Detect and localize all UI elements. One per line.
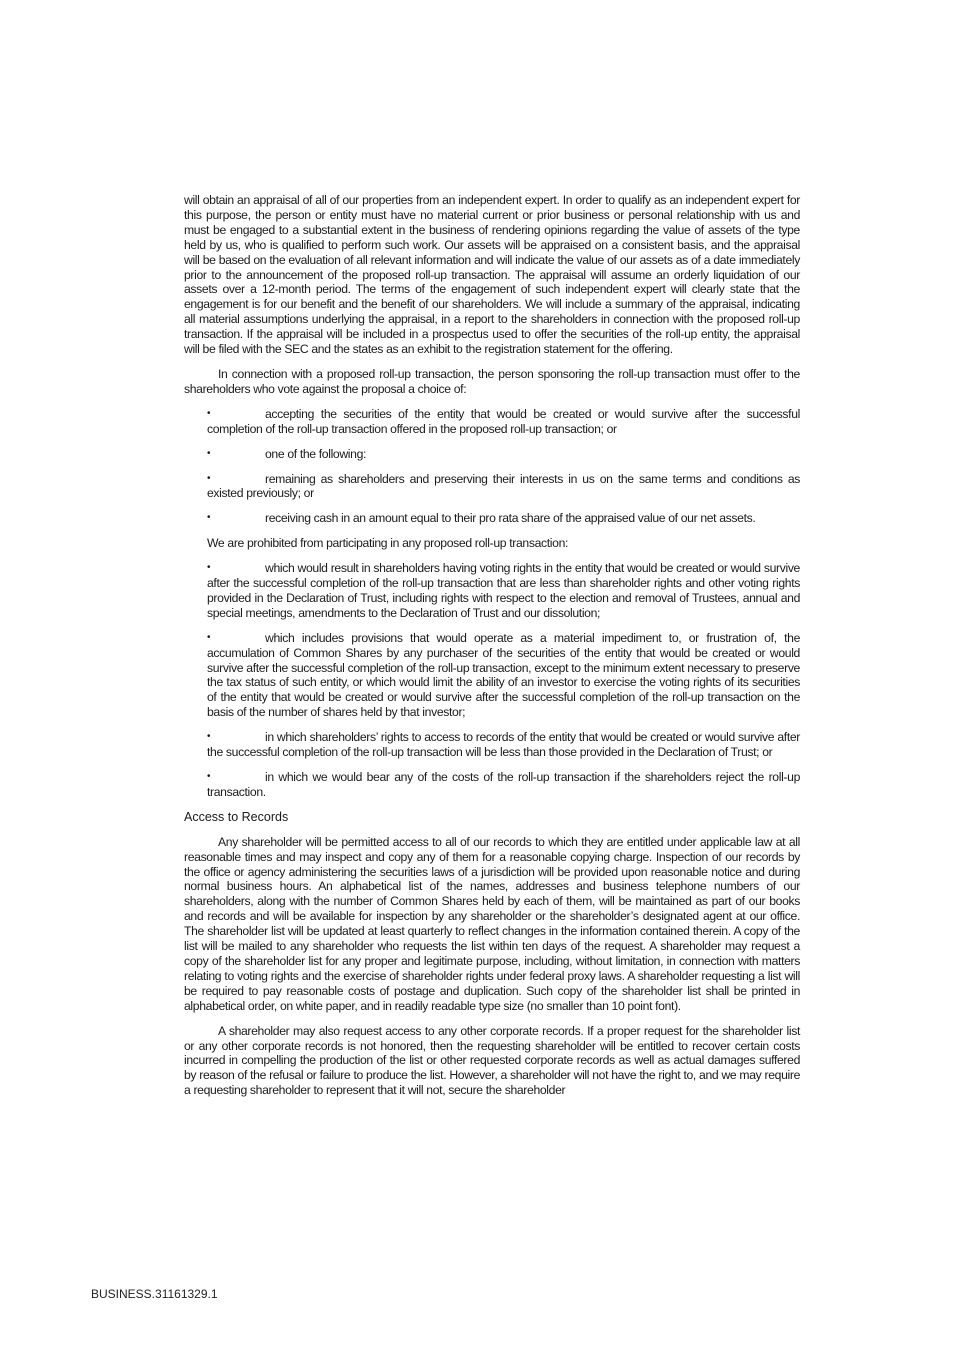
bullet-icon: • xyxy=(207,631,211,643)
choice-list xyxy=(184,407,800,526)
list-item: • which includes provisions that would operate as a material impediment to, or frustration of, the accumulation of Common Shares by any purchaser of the securities of the entity that would be created or would survive after the successful completion of the roll-up transaction, except to the minimum extent necessary to preserve the tax status of such entity, or which would limit the ability of an investor to exercise the voting rights of its securities of the entity that would be created or would survive after the successful completion of the roll-up transaction on the basis of the number of shares held by that investor; xyxy=(207,630,800,720)
bullet-icon: • xyxy=(207,472,211,484)
paragraph-prohibited-intro: We are prohibited from participating in any proposed roll-up transaction: xyxy=(207,536,569,551)
paragraph-other-records: A shareholder may also request access to any other corporate records. If a proper request for the shareholder list or any other corporate records is not honored, then the requesting shareholder will be entitled to recover certain costs incurred in compelling the production of the list or other requested corporate records as well as actual damages suffered by reason of the refusal or failure to produce the list. However, a shareholder will not have the right to, and we may require a requesting shareholder to represent that it will not, secure the shareholder xyxy=(184,1023,800,1098)
bullet-icon: • xyxy=(207,447,211,459)
bullet-icon: • xyxy=(207,771,211,782)
list-item: • receiving cash in an amount equal to their pro rata share of the appraised value of our net assets. xyxy=(207,511,756,526)
document-id-footer: BUSINESS.31161329.1 xyxy=(91,1287,218,1301)
prohibition-list xyxy=(184,561,800,800)
section-heading: Access to Records xyxy=(184,809,289,824)
list-item: • which would result in shareholders having voting rights in the entity that would be created or would survive after the successful completion of the roll-up transaction that are less than shareholder rights and other voting rights provided in the Declaration of Trust, including rights with respect to the election and removal of Trustees, annual and special meetings, amendments to the Declaration of Trust and our dissolution; xyxy=(207,561,800,620)
bullet-icon: • xyxy=(207,731,211,743)
list-item: • one of the following: xyxy=(207,446,367,461)
bullet-icon: • xyxy=(207,512,211,524)
paragraph-rollup-choice: In connection with a proposed roll-up transaction, the person sponsoring the roll-up transaction must offer to the shareholders who vote against the proposal a choice of: xyxy=(184,366,800,396)
list-item: • in which shareholders’ rights to access to records of the entity that would be created or would survive after the successful completion of the roll-up transaction will be less than those provided in the Declaration of Trust; or xyxy=(207,730,800,760)
list-item: • remaining as shareholders and preserving their interests in us on the same terms and conditions as existed previously; or xyxy=(207,471,800,501)
bullet-icon: • xyxy=(207,562,211,574)
list-item: • accepting the securities of the entity that would be created or would survive after the successful completion of the roll-up transaction offered in the proposed roll-up transaction; or xyxy=(207,406,800,436)
paragraph-access-records: Any shareholder will be permitted access to all of our records to which they are entitled under applicable law at all reasonable times and may inspect and copy any of them for a reasonable copying charge. Inspection of our records by the office or agency administering the securities laws of a jurisdiction will be provided upon reasonable notice and during normal business hours. An alphabetical list of the names, addresses and business telephone numbers of our shareholders, along with the number of Common Shares held by each of them, will be maintained as part of our books and records and will be available for inspection by any shareholder or the shareholder’s designated agent at our office. The shareholder list will be updated at least quarterly to reflect changes in the information contained therein. A copy of the list will be mailed to any shareholder who requests the list within ten days of the request. A shareholder may request a copy of the shareholder list for any proper and legitimate purpose, including, without limitation, in connection with matters relating to voting rights and the exercise of shareholder rights under federal proxy laws. A shareholder requesting a list will be required to pay reasonable costs of postage and duplication. Such copy of the shareholder list shall be printed in alphabetical order, on white paper, and in readily readable type size (no smaller than 10 point font). xyxy=(184,834,800,1013)
bullet-icon: • xyxy=(207,407,211,419)
list-item: • in which we would bear any of the costs of the roll-up transaction if the shareholders reject the roll-up transaction. xyxy=(207,770,800,799)
paragraph-appraisal: will obtain an appraisal of all of our properties from an independent expert. In order to qualify as an independent expert for this purpose, the person or entity must have no material current or prior business or personal relationship with us and must be engaged to a substantial extent in the business of rendering opinions regarding the value of assets of the type held by us, who is qualified to perform such work. Our assets will be appraised on a consistent basis, and the appraisal will be based on the evaluation of all relevant information and will indicate the value of our assets as of a date immediately prior to the announcement of the proposed roll-up transaction. The appraisal will assume an orderly liquidation of our assets over a 12-month period. The terms of the engagement of such independent expert will clearly state that the engagement is for our benefit and the benefit of our shareholders. We will include a summary of the appraisal, indicating all material assumptions underlying the appraisal, in a report to the shareholders in connection with the proposed roll-up transaction. If the appraisal will be included in a prospectus used to offer the securities of the roll-up entity, the appraisal will be filed with the SEC and the states as an exhibit to the registration statement for the offering. xyxy=(184,193,800,357)
document-body xyxy=(184,193,800,1098)
